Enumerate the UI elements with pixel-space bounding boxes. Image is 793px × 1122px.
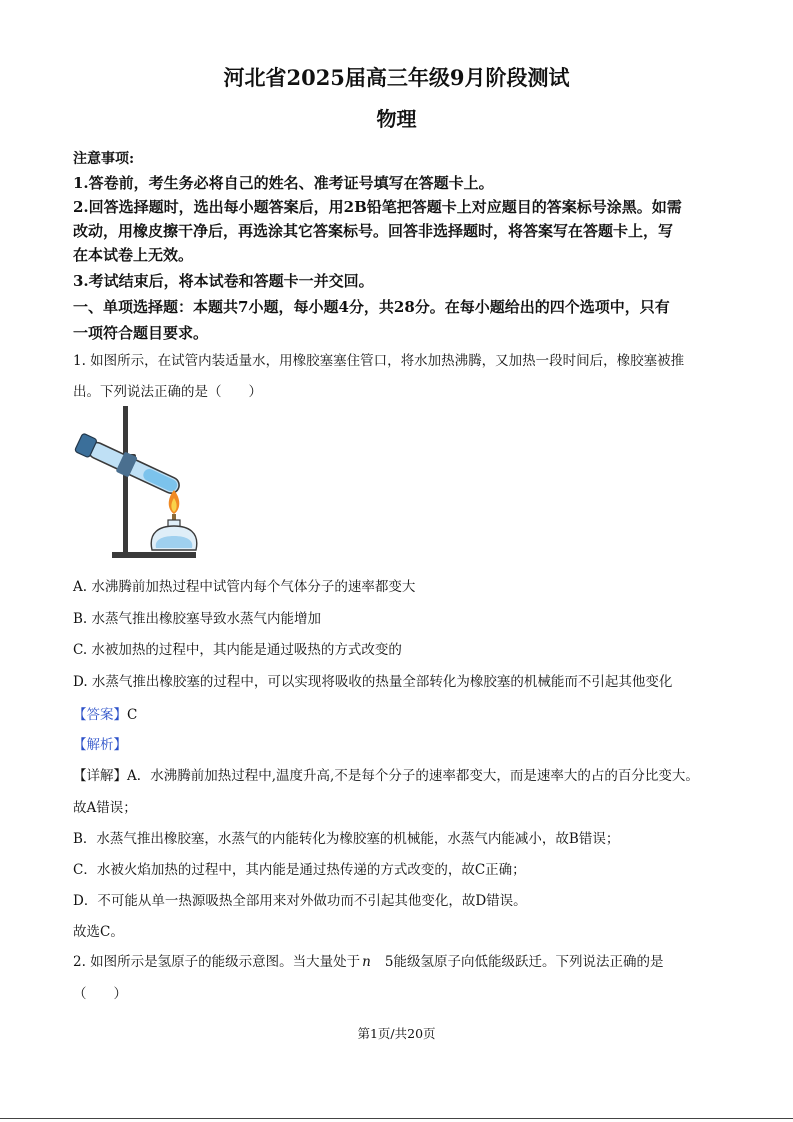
answer-value: C <box>127 707 138 723</box>
q1-detail-a-line-2: 故A错误； <box>73 800 137 816</box>
notice-heading: 注意事项: <box>73 151 135 167</box>
notice-line-1: 1.答卷前，考生务必将自己的姓名、准考证号填写在答题卡上。 <box>73 174 494 192</box>
q1-conclusion: 故选C。 <box>73 924 124 940</box>
notice-line-2b: 改动，用橡皮擦干净后，再选涂其它答案标号。回答非选择题时，将答案写在答题卡上，写 <box>73 222 674 240</box>
exam-title: 河北省2025届高三年级9月阶段测试 <box>223 65 570 90</box>
section-heading-1: 一、单项选择题：本题共7小题，每小题4分，共28分。在每小题给出的四个选项中，只有 <box>73 298 670 316</box>
detail-a-text: A．水沸腾前加热过程中,温度升高,不是每个分子的速率都变大，而是速率大的占的百分比变大。 <box>127 768 699 784</box>
q1-detail-d: D．不可能从单一热源吸热全部用来对外做功而不引起其他变化，故D错误。 <box>73 893 527 909</box>
q2-stem-part-a: 2. 如图所示是氢原子的能级示意图。当大量处于 <box>73 954 361 970</box>
test-tube-apparatus-illustration <box>68 402 198 564</box>
subject-title: 物理 <box>376 107 417 131</box>
q1-option-a: A. 水沸腾前加热过程中试管内每个气体分子的速率都变大 <box>73 579 416 595</box>
stand-rod <box>123 406 128 556</box>
q1-option-d: D. 水蒸气推出橡胶塞的过程中，可以实现将吸收的热量全部转化为橡胶塞的机械能而不引起其他变化 <box>73 674 673 690</box>
q1-answer-row <box>73 703 137 723</box>
q1-stem-line-2: 出。下列说法正确的是（ ） <box>73 384 262 400</box>
q1-detail-c: C．水被火焰加热的过程中，其内能是通过热传递的方式改变的，故C正确； <box>73 862 526 878</box>
answer-tag: 【答案】 <box>73 707 127 723</box>
q1-detail-a-line-1 <box>73 764 699 784</box>
bottom-divider <box>0 1118 793 1119</box>
q1-figure <box>68 402 198 564</box>
notice-line-2a: 2.回答选择题时，选出每小题答案后，用2B铅笔把答题卡上对应题目的答案标号涂黑。如需 <box>73 198 682 216</box>
page-number: 第1页/共20页 <box>357 1026 436 1041</box>
section-heading-2: 一项符合题目要求。 <box>73 324 209 342</box>
q1-stem-line-1: 1. 如图所示，在试管内装适量水，用橡胶塞塞住管口，将水加热沸腾，又加热一段时间后，橡胶塞被推 <box>73 353 685 369</box>
q2-stem-line-1 <box>73 950 663 970</box>
q1-option-c: C. 水被加热的过程中，其内能是通过吸热的方式改变的 <box>73 642 402 658</box>
q2-stem-line-2: （ ） <box>73 986 127 1002</box>
notice-line-3: 3.考试结束后，将本试卷和答题卡一并交回。 <box>73 272 374 290</box>
notice-line-2c: 在本试卷上无效。 <box>73 246 194 264</box>
q1-detail-b: B．水蒸气推出橡胶塞，水蒸气的内能转化为橡胶塞的机械能，水蒸气内能减小，故B错误； <box>73 831 620 847</box>
q2-variable-n: n <box>362 954 371 970</box>
analysis-tag: 【解析】 <box>73 737 127 753</box>
q2-stem-part-b: 5能级氢原子向低能级跃迁。下列说法正确的是 <box>384 954 664 970</box>
test-tube <box>74 432 183 498</box>
q1-option-b: B. 水蒸气推出橡胶塞导致水蒸气内能增加 <box>73 611 322 627</box>
detail-tag: 【详解】 <box>73 768 127 784</box>
